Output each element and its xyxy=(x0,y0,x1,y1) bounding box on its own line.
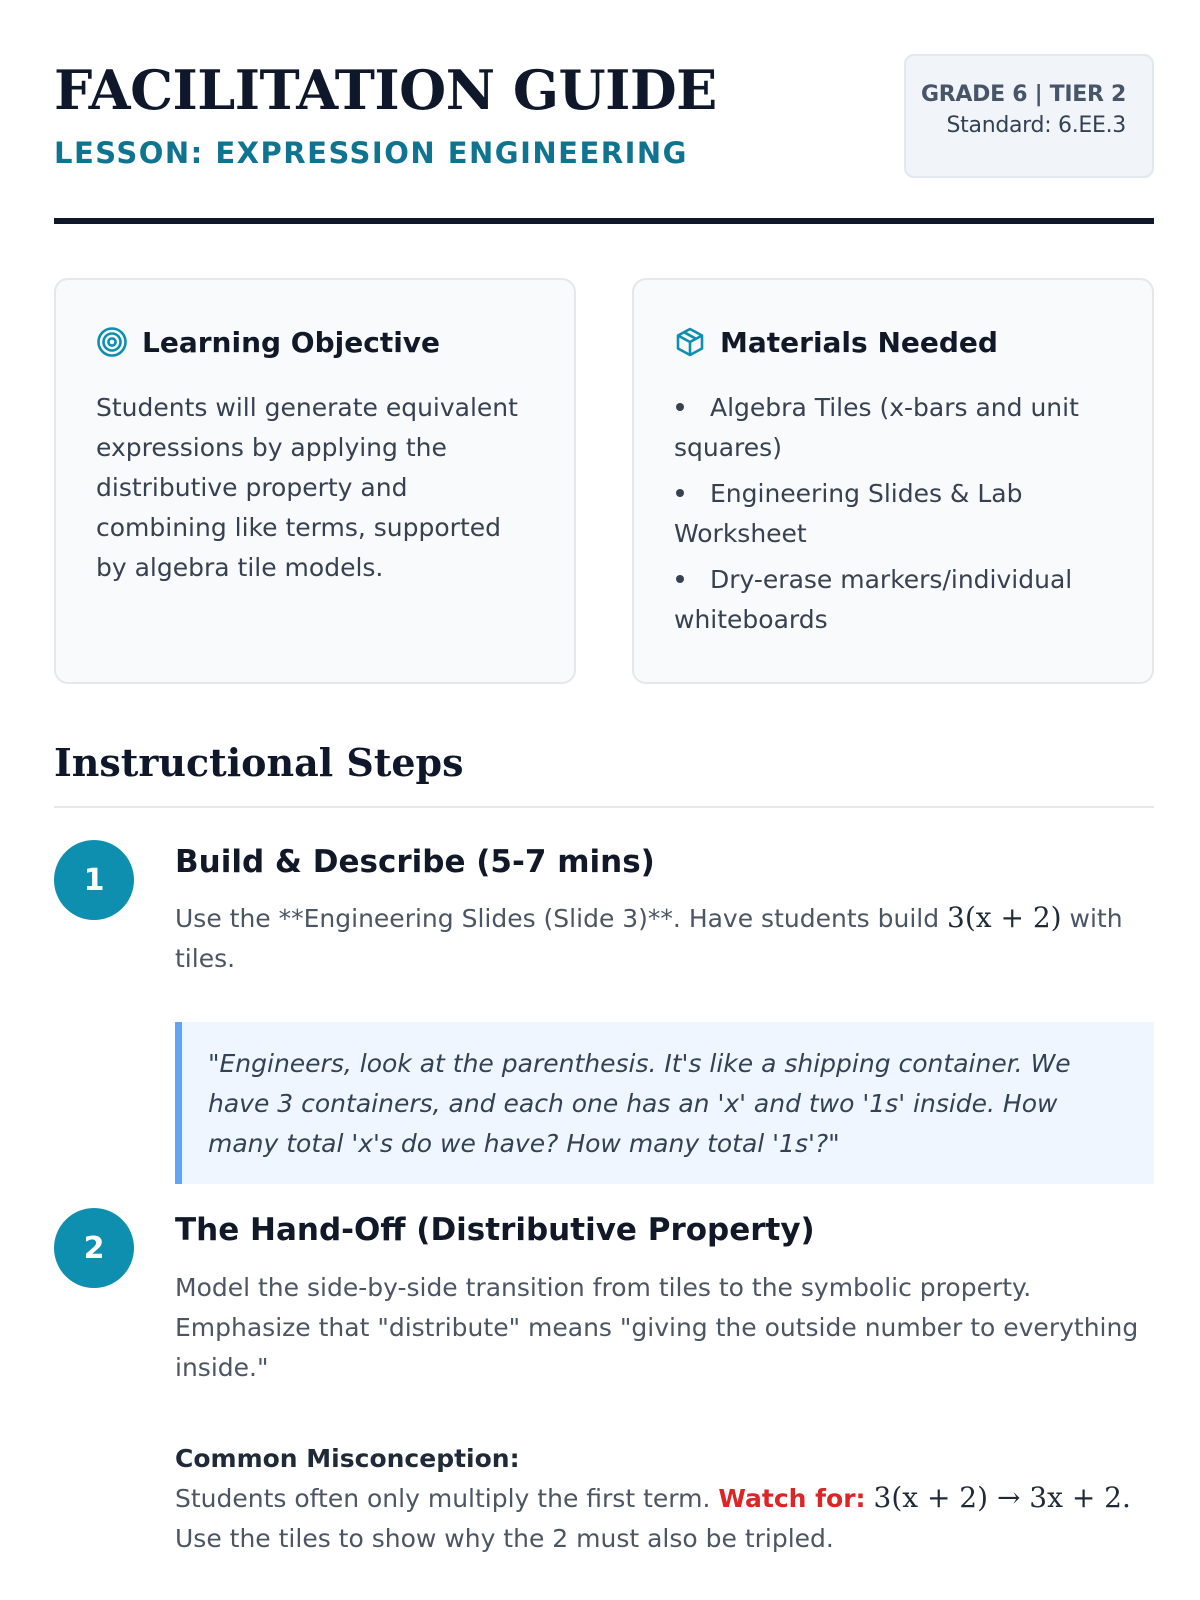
section-divider xyxy=(54,806,1154,808)
step-description: Model the side-by-side transition from tiles to the symbolic property. Emphasize that "distribute" means "giving the outside number to everything inside." xyxy=(175,1273,1139,1382)
misconception-text: Students often only multiply the first term. Watch for: 3(x + 2) → 3x + 2. Use the tiles to show why the 2 must also be tripled. xyxy=(175,1481,1131,1553)
misconception-label: Common Misconception: xyxy=(175,1444,520,1473)
teacher-script-quote: "Engineers, look at the parenthesis. It's like a shipping container. We have 3 containers, and each one has an 'x' and two '1s' inside. How many total 'x's do we have? How many total '1s'?" xyxy=(175,1022,1154,1184)
materials-list-item: Engineering Slides & Lab Worksheet xyxy=(674,479,1023,548)
cube-icon xyxy=(674,326,706,358)
learning-objective-text: Students will generate equivalent expressions by applying the distributive property and combining like terms, supported by algebra tile models. xyxy=(96,393,518,582)
facilitation-guide-page xyxy=(54,0,1154,1600)
materials-list-item: Algebra Tiles (x-bars and unit squares) xyxy=(674,393,1079,462)
step-title: The Hand-Off (Distributive Property) xyxy=(175,1212,815,1248)
materials-list-item: Dry-erase markers/individual whiteboards xyxy=(674,565,1073,634)
lesson-subtitle: LESSON: EXPRESSION ENGINEERING xyxy=(54,136,688,170)
learning-objective-card xyxy=(54,278,576,684)
materials-list xyxy=(674,388,1112,640)
step-number-badge: 1 xyxy=(54,840,134,920)
materials-card xyxy=(632,278,1154,684)
bullet-icon xyxy=(676,575,684,583)
watch-for-label: Watch for: xyxy=(718,1484,866,1513)
math-expression: 3(x + 2) → 3x + 2. xyxy=(873,1481,1131,1514)
materials-title: Materials Needed xyxy=(720,325,998,359)
step-number-badge: 2 xyxy=(54,1208,134,1288)
math-expression: 3(x + 2) xyxy=(947,901,1062,934)
standard-label: Standard: 6.EE.3 xyxy=(946,113,1126,138)
learning-objective-title: Learning Objective xyxy=(142,325,441,359)
bullet-icon xyxy=(676,489,684,497)
grade-tier-label: GRADE 6 | TIER 2 xyxy=(921,82,1126,107)
target-icon xyxy=(96,326,128,358)
instructional-steps-heading: Instructional Steps xyxy=(54,740,464,785)
grade-info-box xyxy=(904,54,1154,178)
bullet-icon xyxy=(676,403,684,411)
page-title: FACILITATION GUIDE xyxy=(54,58,717,122)
header-divider xyxy=(54,218,1154,224)
step-title: Build & Describe (5-7 mins) xyxy=(175,844,655,880)
step-description: Use the **Engineering Slides (Slide 3)**. Have students build 3(x + 2) with tiles. xyxy=(175,901,1123,973)
